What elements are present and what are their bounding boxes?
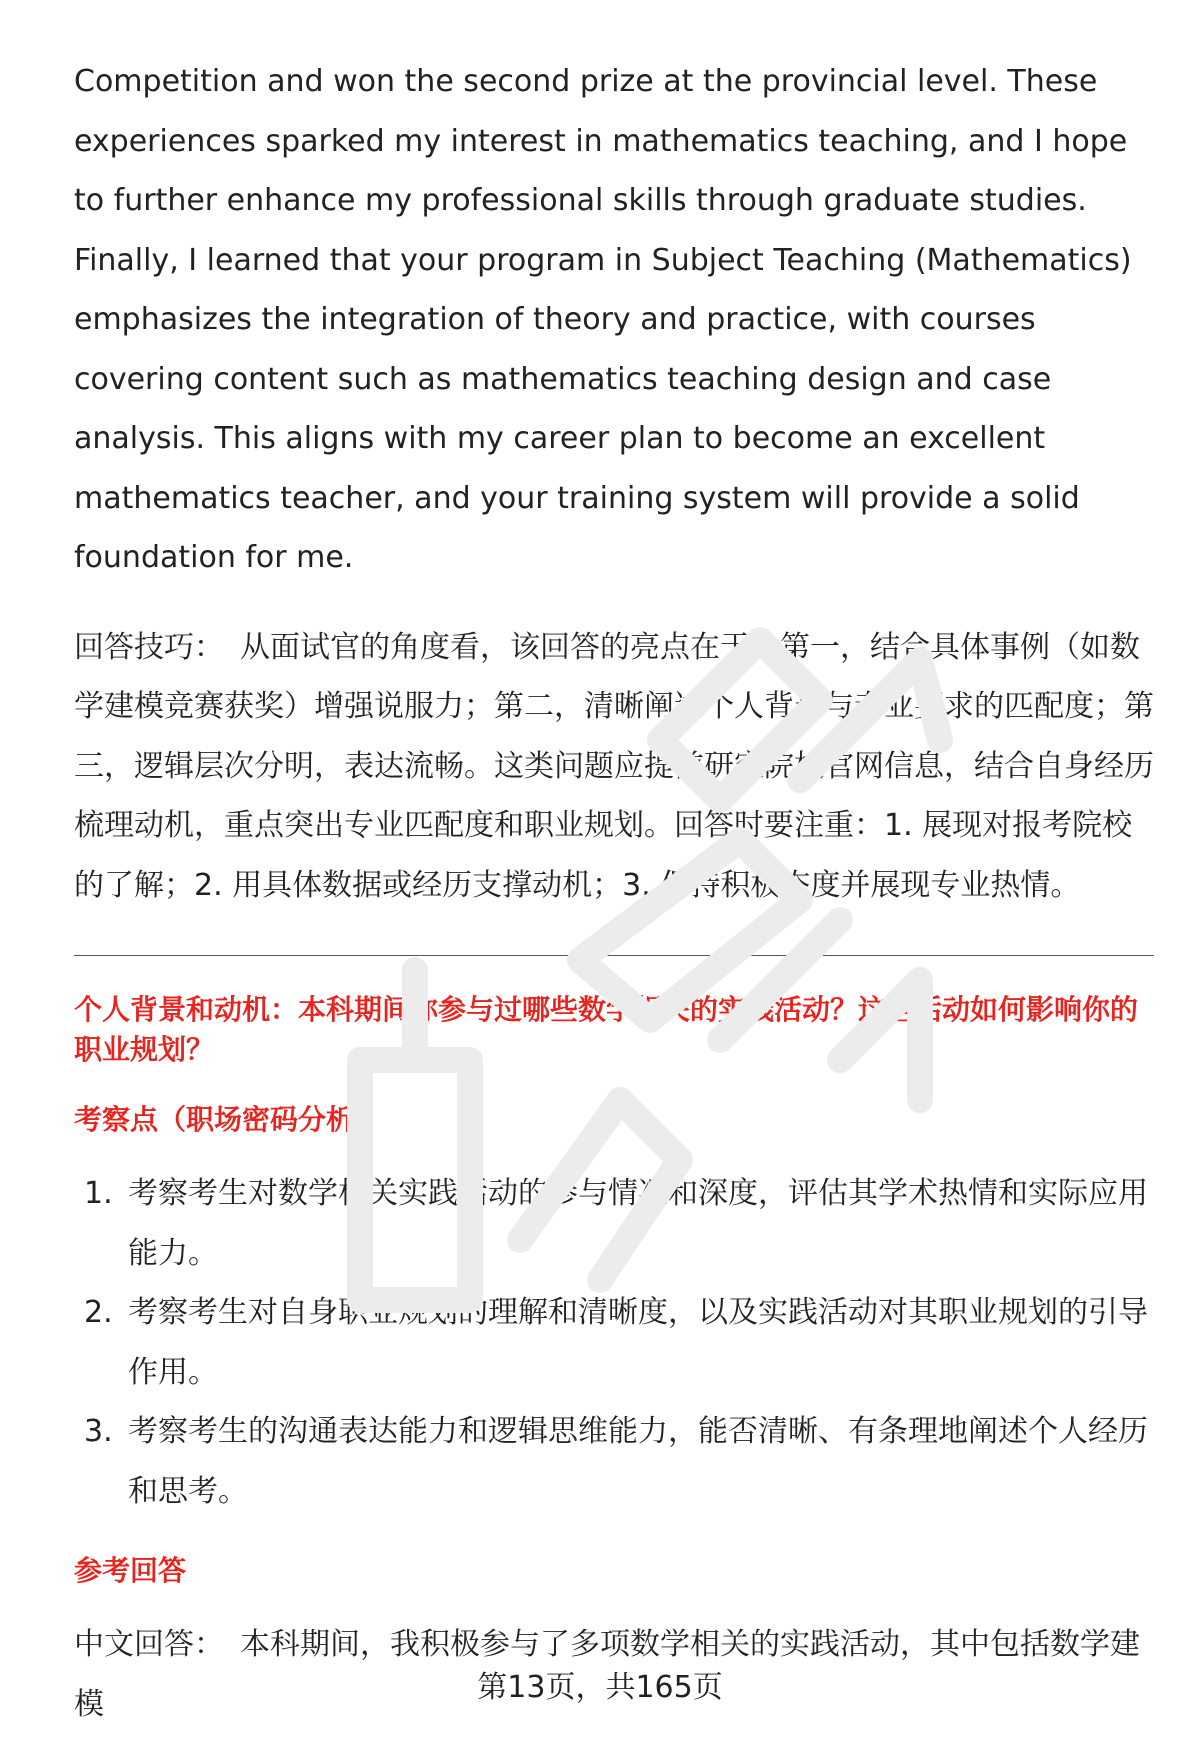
reference-answer-text: 本科期间，我积极参与了多项数学相关的实践活动，其中包括数学建模 <box>74 1627 1140 1722</box>
assessment-point-number: 1. <box>84 1176 113 1211</box>
answer-english-paragraph: Competition and won the second prize at the provincial level. These experiences sparked my interest in mathematics teaching, and I hope to further enhance my professional skills through graduate studies. Finally, I learned that your program in Subject Teaching (Mathematics) emphasizes the integration of theory and practice, with courses covering content such as mathematics teaching design and case analysis. This aligns with my career plan to become an excellent mathematics teacher, and your training system will provide a solid foundation for me. <box>74 64 1132 575</box>
assessment-heading: 考察点（职场密码分析） <box>74 1103 383 1136</box>
assessment-point-text: 考察考生对数学相关实践活动的参与情况和深度，评估其学术热情和实际应用能力。 <box>128 1176 1148 1271</box>
question-title: 个人背景和动机：本科期间你参与过哪些数学相关的实践活动？这些活动如何影响你的职业规划？ <box>74 993 1139 1066</box>
section-divider <box>74 955 1154 956</box>
reference-answer-heading: 参考回答 <box>74 1554 187 1587</box>
assessment-point <box>74 1402 1154 1521</box>
assessment-point <box>74 1283 1154 1402</box>
assessment-point-number: 2. <box>84 1295 113 1330</box>
answer-tips-text: 从面试官的角度看，该回答的亮点在于：第一，结合具体事例（如数学建模竞赛获奖）增强说服力；第二，清晰阐述个人背景与专业要求的匹配度；第三，逻辑层次分明，表达流畅。这类问题应提前研究院校官网信息，结合自身经历梳理动机，重点突出专业匹配度和职业规划。回答时要注重：1. 展现对报考院校的了解；2. 用具体数据或经历支撑动机；3. 保持积极态度并展现专业热情。 <box>74 629 1154 903</box>
document-page <box>74 52 1154 1734</box>
answer-tips-label: 回答技巧： <box>74 629 224 665</box>
assessment-point <box>74 1164 1154 1283</box>
page-number-footer: 第13页，共165页 <box>477 1670 723 1705</box>
answer-tips-paragraph <box>74 618 1154 916</box>
assessment-point-text: 考察考生的沟通表达能力和逻辑思维能力，能否清晰、有条理地阐述个人经历和思考。 <box>128 1414 1148 1509</box>
assessment-point-text: 考察考生对自身职业规划的理解和清晰度，以及实践活动对其职业规划的引导作用。 <box>128 1295 1148 1390</box>
assessment-point-number: 3. <box>84 1414 113 1449</box>
assessment-points-list <box>74 1164 1154 1521</box>
reference-answer-label: 中文回答： <box>74 1627 224 1662</box>
